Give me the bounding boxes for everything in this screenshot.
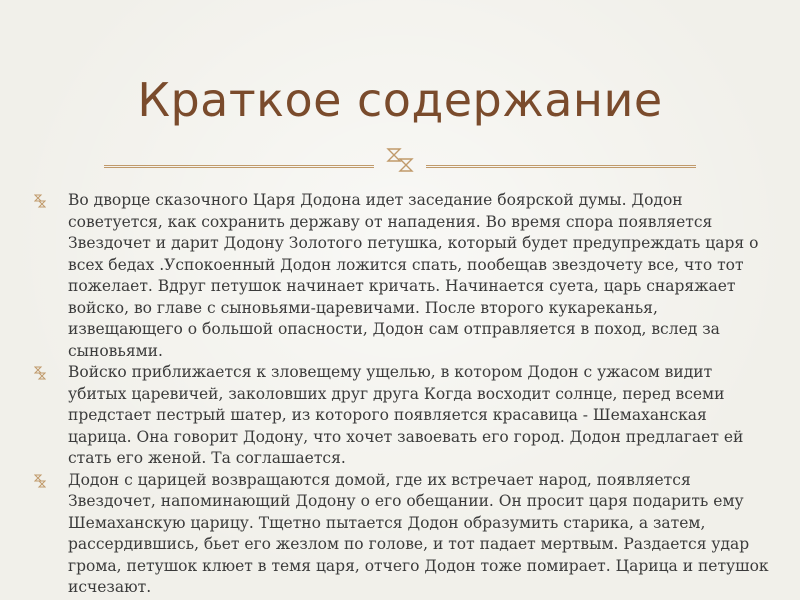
- bullet-ornament-icon: [34, 194, 46, 208]
- paragraph-text: Во дворце сказочного Царя Додона идет заседание боярской думы. Додон советуется, как сохранить державу от нападения. Во время спора появляется Звездочет и дарит Додону Золотого петушка, который будет предупреждать царя о всех бедах .Успокоенный Додон ложится спать, пообещав звездочету все, что тот пожелает. Вдруг петушок начинает кричать. Начинается суета, царь снаряжает войско, во главе с сыновьями-царевичами. После второго кукареканья, извещающего о большой опасности, Додон сам отправляется в поход, вслед за сыновьями.: [68, 191, 759, 360]
- content-paragraph-3: [34, 470, 774, 599]
- divider-line-left: [104, 165, 374, 168]
- bullet-ornament-icon: [34, 366, 46, 380]
- slide-title: Краткое содержание: [137, 73, 663, 127]
- title-divider: [0, 145, 800, 175]
- content-list: [34, 190, 774, 599]
- ornament-icon: [380, 145, 420, 175]
- paragraph-text: Войско приближается к зловещему ущелью, в котором Додон с ужасом видит убитых царевичей, заколовших друг друга Когда восходит солнце, перед всеми предстает пестрый шатер, из которого появляется красавица - Шемаханская царица. Она говорит Додону, что хочет завоевать его город. Додон предлагает ей стать его женой. Та соглашается.: [68, 363, 744, 467]
- paragraph-text: Додон с царицей возвращаются домой, где их встречает народ, появляется Звездочет, напоминающий Додону о его обещании. Он просит царя подарить ему Шемаханскую царицу. Тщетно пытается Додон образумить старика, а затем, рассердившись, бьет его жезлом по голове, и тот падает мертвым. Раздается удар грома, петушок клюет в темя царя, отчего Додон тоже помирает. Царица и петушок исчезают.: [68, 470, 769, 596]
- content-paragraph-1: [34, 190, 774, 362]
- bullet-ornament-icon: [34, 474, 46, 488]
- divider-line-right: [426, 165, 696, 168]
- content-paragraph-2: [34, 362, 774, 470]
